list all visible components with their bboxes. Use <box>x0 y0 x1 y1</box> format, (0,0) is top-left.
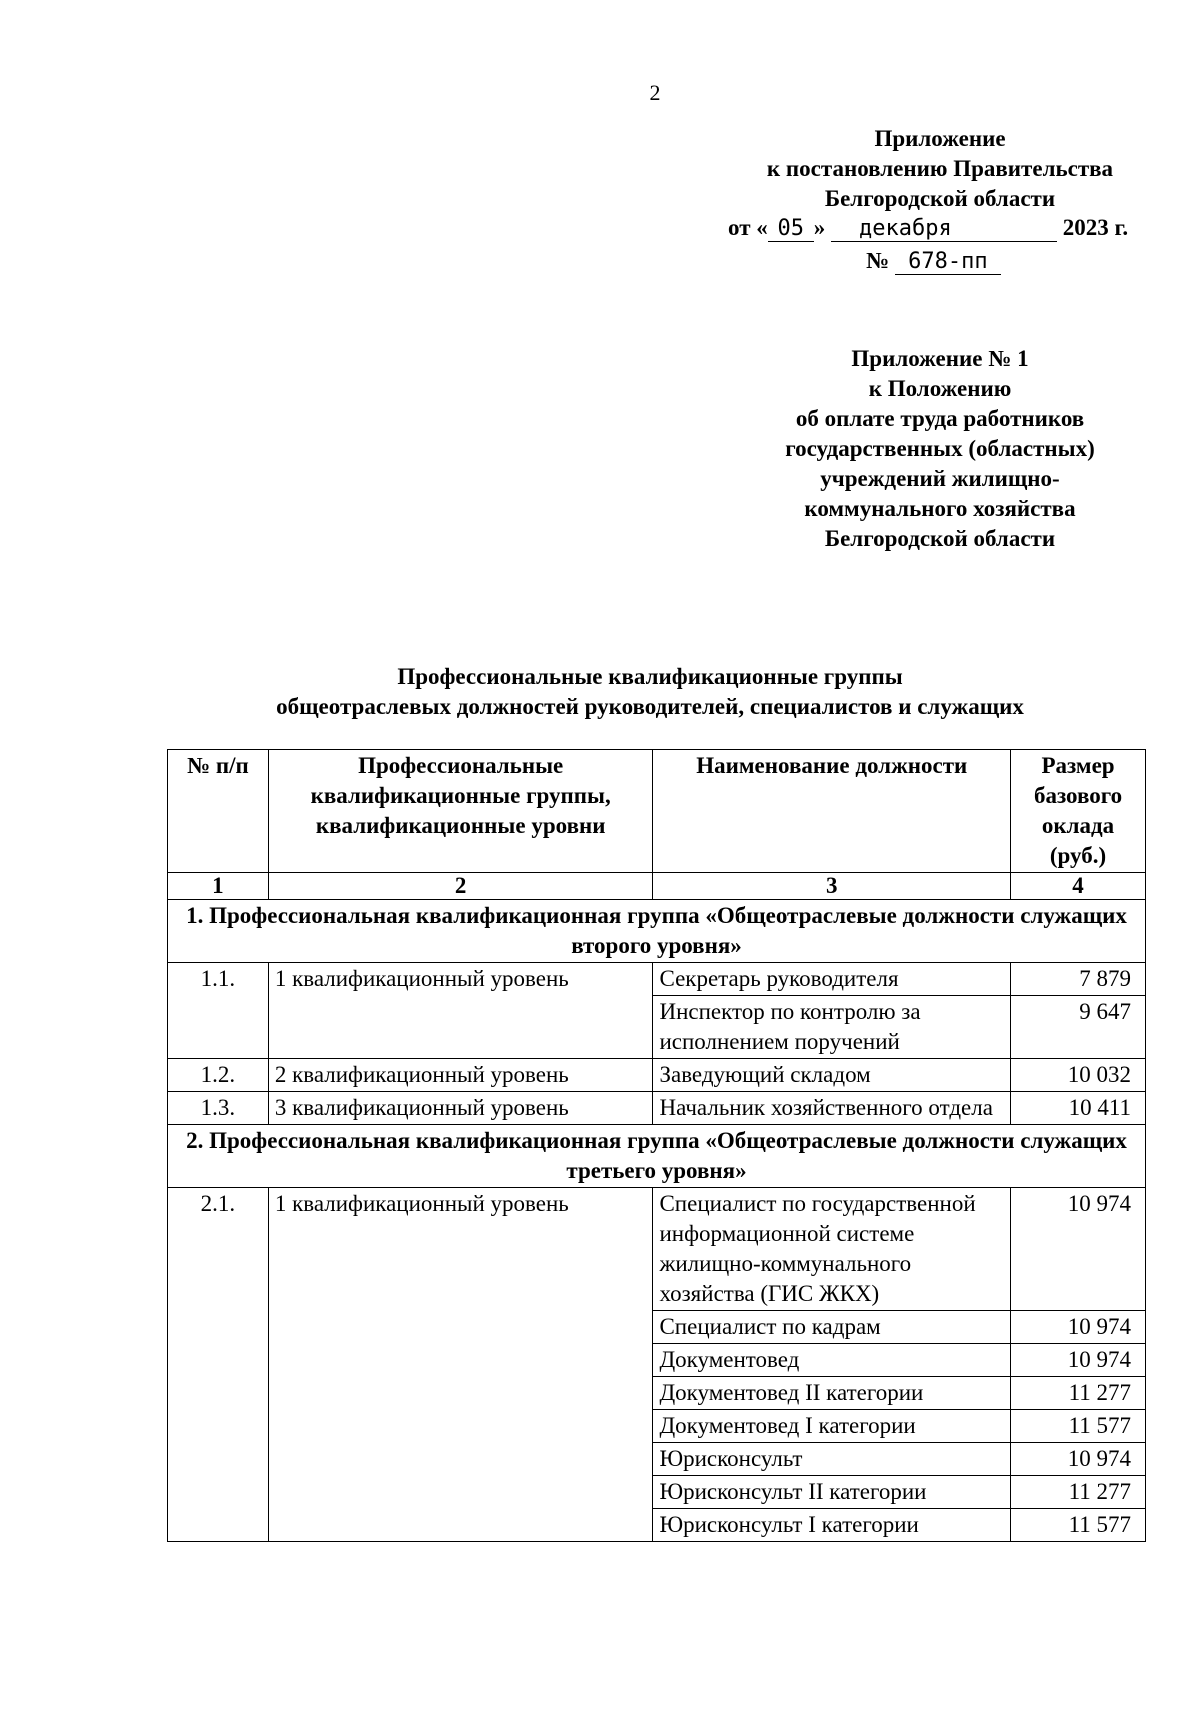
group2-title: 2. Профессиональная квалификационная группа «Общеотраслевые должности служащих третьего уровня» <box>168 1125 1146 1188</box>
row-number: 1.1. <box>168 963 269 1059</box>
appendix1-header <box>740 344 1140 554</box>
number-prefix: № <box>866 248 890 273</box>
position-name: Документовед II категории <box>653 1377 1011 1410</box>
table-title <box>150 662 1150 722</box>
appendix1-line: об оплате труда работников <box>795 406 1085 431</box>
column-numbers-row <box>168 873 1146 900</box>
position-name: Заведующий складом <box>653 1059 1011 1092</box>
group-row <box>168 900 1146 963</box>
page-number: 2 <box>649 80 661 105</box>
position-salary: 10 974 <box>1011 1311 1146 1344</box>
header-position: Наименование должности <box>653 750 1011 873</box>
number-value: 678-пп <box>895 249 1001 275</box>
table-row <box>168 963 1146 996</box>
table-title-line1: Профессиональные квалификационные группы <box>397 664 903 689</box>
row-level: 3 квалификационный уровень <box>268 1092 653 1125</box>
appendix1-line: учреждений жилищно- <box>820 466 1060 491</box>
position-name: Специалист по кадрам <box>653 1311 1011 1344</box>
appendix-header-line2: к постановлению Правительства <box>766 156 1114 181</box>
position-name: Документовед I категории <box>653 1410 1011 1443</box>
date-month: декабря <box>831 216 1057 242</box>
column-number: 4 <box>1011 873 1146 900</box>
appendix-header <box>700 124 1180 214</box>
position-name: Документовед <box>653 1344 1011 1377</box>
position-salary: 11 277 <box>1011 1377 1146 1410</box>
header-group: Профессиональные квалификационные группы, квалификационные уровни <box>268 750 653 873</box>
position-name: Юрисконсульт I категории <box>653 1509 1011 1542</box>
group1-title: 1. Профессиональная квалификационная группа «Общеотраслевые должности служащих второго уровня» <box>168 900 1146 963</box>
row-number: 1.3. <box>168 1092 269 1125</box>
position-name: Инспектор по контролю за исполнением поручений <box>653 996 1011 1059</box>
column-number: 3 <box>653 873 1011 900</box>
position-salary: 10 974 <box>1011 1443 1146 1476</box>
appendix-header-line1: Приложение <box>874 126 1006 151</box>
position-name: Юрисконсульт <box>653 1443 1011 1476</box>
position-name: Специалист по государственной информационной системе жилищно-коммунального хозяйства (ГИС ЖКХ) <box>653 1188 1011 1311</box>
position-salary: 10 974 <box>1011 1344 1146 1377</box>
position-salary: 11 277 <box>1011 1476 1146 1509</box>
header-number: № п/п <box>168 750 269 873</box>
row-level: 1 квалификационный уровень <box>268 1188 653 1542</box>
row-number: 1.2. <box>168 1059 269 1092</box>
date-prefix: от « <box>728 215 768 240</box>
appendix1-line: коммунального хозяйства <box>804 496 1076 521</box>
position-name: Начальник хозяйственного отдела <box>653 1092 1011 1125</box>
salary-table <box>167 749 1146 1542</box>
table-title-line2: общеотраслевых должностей руководителей, специалистов и служащих <box>276 694 1024 719</box>
position-name: Юрисконсульт II категории <box>653 1476 1011 1509</box>
appendix1-line: Приложение № 1 <box>851 346 1029 371</box>
appendix1-line: государственных (областных) <box>785 436 1095 461</box>
column-number: 2 <box>268 873 653 900</box>
table-row <box>168 1188 1146 1311</box>
appendix1-line: Белгородской области <box>824 526 1056 551</box>
row-level: 1 квалификационный уровень <box>268 963 653 1059</box>
table-header-row <box>168 750 1146 873</box>
position-salary: 11 577 <box>1011 1410 1146 1443</box>
position-salary: 11 577 <box>1011 1509 1146 1542</box>
position-salary: 9 647 <box>1011 996 1146 1059</box>
table-row <box>168 1092 1146 1125</box>
date-mid: » <box>813 215 826 240</box>
column-number: 1 <box>168 873 269 900</box>
date-year: 2023 г. <box>1062 215 1129 240</box>
row-level: 2 квалификационный уровень <box>268 1059 653 1092</box>
appendix-header-line3: Белгородской области <box>824 186 1056 211</box>
appendix1-line: к Положению <box>868 376 1012 401</box>
resolution-number <box>866 248 1001 275</box>
position-salary: 10 411 <box>1011 1092 1146 1125</box>
header-salary: Размер базового оклада (руб.) <box>1011 750 1146 873</box>
position-salary: 10 032 <box>1011 1059 1146 1092</box>
table-row <box>168 1059 1146 1092</box>
group-row <box>168 1125 1146 1188</box>
position-salary: 10 974 <box>1011 1188 1146 1311</box>
position-name: Секретарь руководителя <box>653 963 1011 996</box>
row-number: 2.1. <box>168 1188 269 1542</box>
date-day: 05 <box>768 216 814 242</box>
resolution-date <box>728 215 1178 242</box>
position-salary: 7 879 <box>1011 963 1146 996</box>
